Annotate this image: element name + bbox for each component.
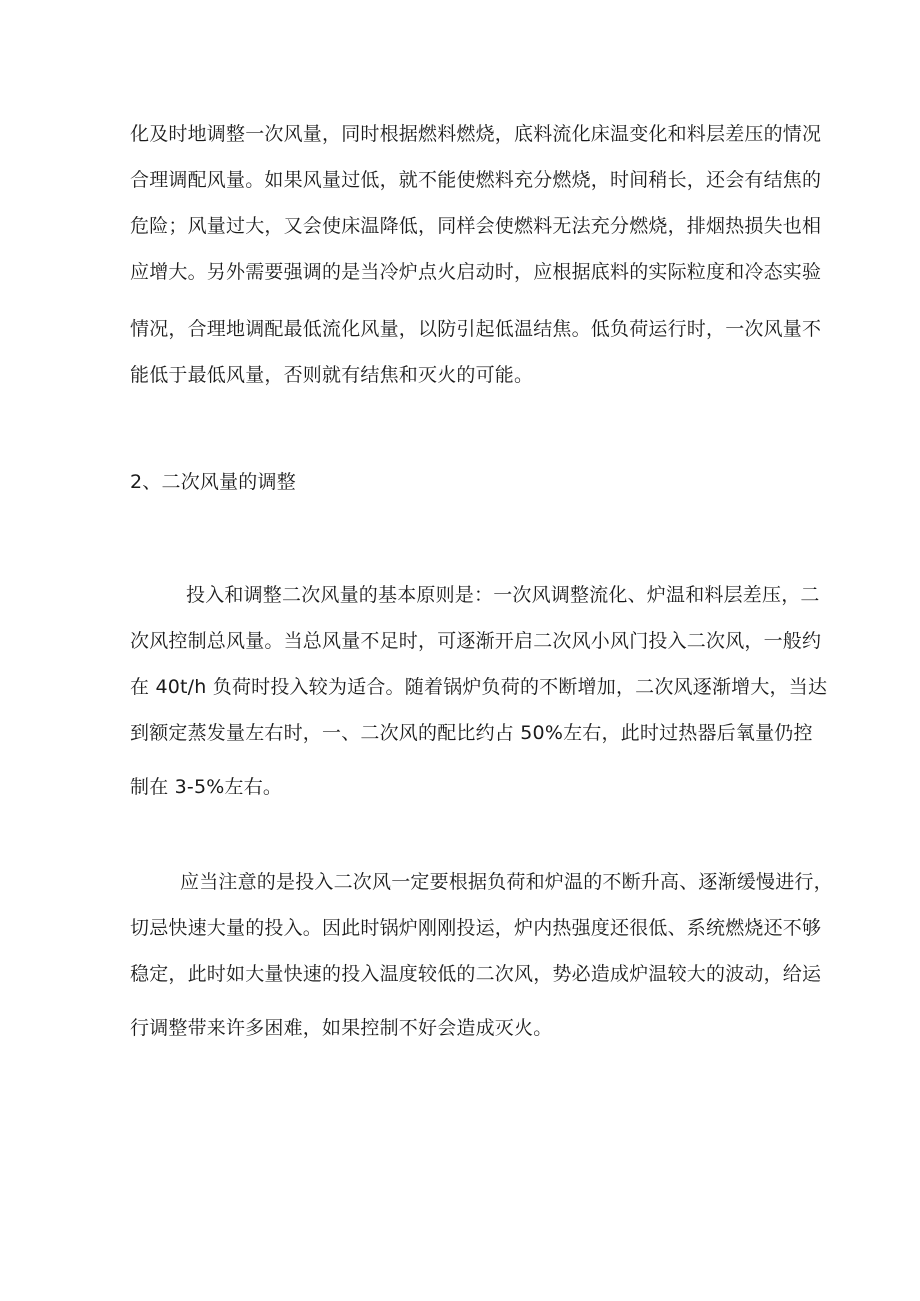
text-line: 稳定，此时如大量快速的投入温度较低的二次风，势必造成炉温较大的波动，给运 [130,963,822,985]
text-line: 能低于最低风量，否则就有结焦和灭火的可能。 [130,364,534,386]
text-line: 危险；风量过大，又会使床温降低，同样会使燃料无法充分燃烧，排烟热损失也相 [130,215,822,237]
text-line: 到额定蒸发量左右时，一、二次风的配比约占 50%左右，此时过热器后氧量仍控 [130,722,813,744]
text-line: 应增大。另外需要强调的是当冷炉点火启动时，应根据底料的实际粒度和冷态实验 [130,261,822,283]
text-line: 次风控制总风量。当总风量不足时，可逐渐开启二次风小风门投入二次风，一般约 [130,630,822,652]
text-line: 切忌快速大量的投入。因此时锅炉刚刚投运，炉内热强度还很低、系统燃烧还不够 [130,917,822,939]
text-line: 制在 3-5%左右。 [130,776,283,798]
text-line: 化及时地调整一次风量，同时根据燃料燃烧，底料流化床温变化和料层差压的情况 [130,123,822,145]
text-line: 在 40t/h 负荷时投入较为适合。随着锅炉负荷的不断增加，二次风逐渐增大，当达 [130,676,828,698]
text-line: 投入和调整二次风量的基本原则是：一次风调整流化、炉温和料层差压，二 [186,584,820,606]
text-line: 行调整带来许多困难，如果控制不好会造成灭火。 [130,1017,553,1039]
section-heading: 2、二次风量的调整 [130,471,296,493]
text-line: 合理调配风量。如果风量过低，就不能使燃料充分燃烧，时间稍长，还会有结焦的 [130,169,822,191]
text-line: 情况，合理地调配最低流化风量，以防引起低温结焦。低负荷运行时，一次风量不 [130,318,822,340]
text-line: 应当注意的是投入二次风一定要根据负荷和炉温的不断升高、逐渐缓慢进行， [180,871,833,893]
